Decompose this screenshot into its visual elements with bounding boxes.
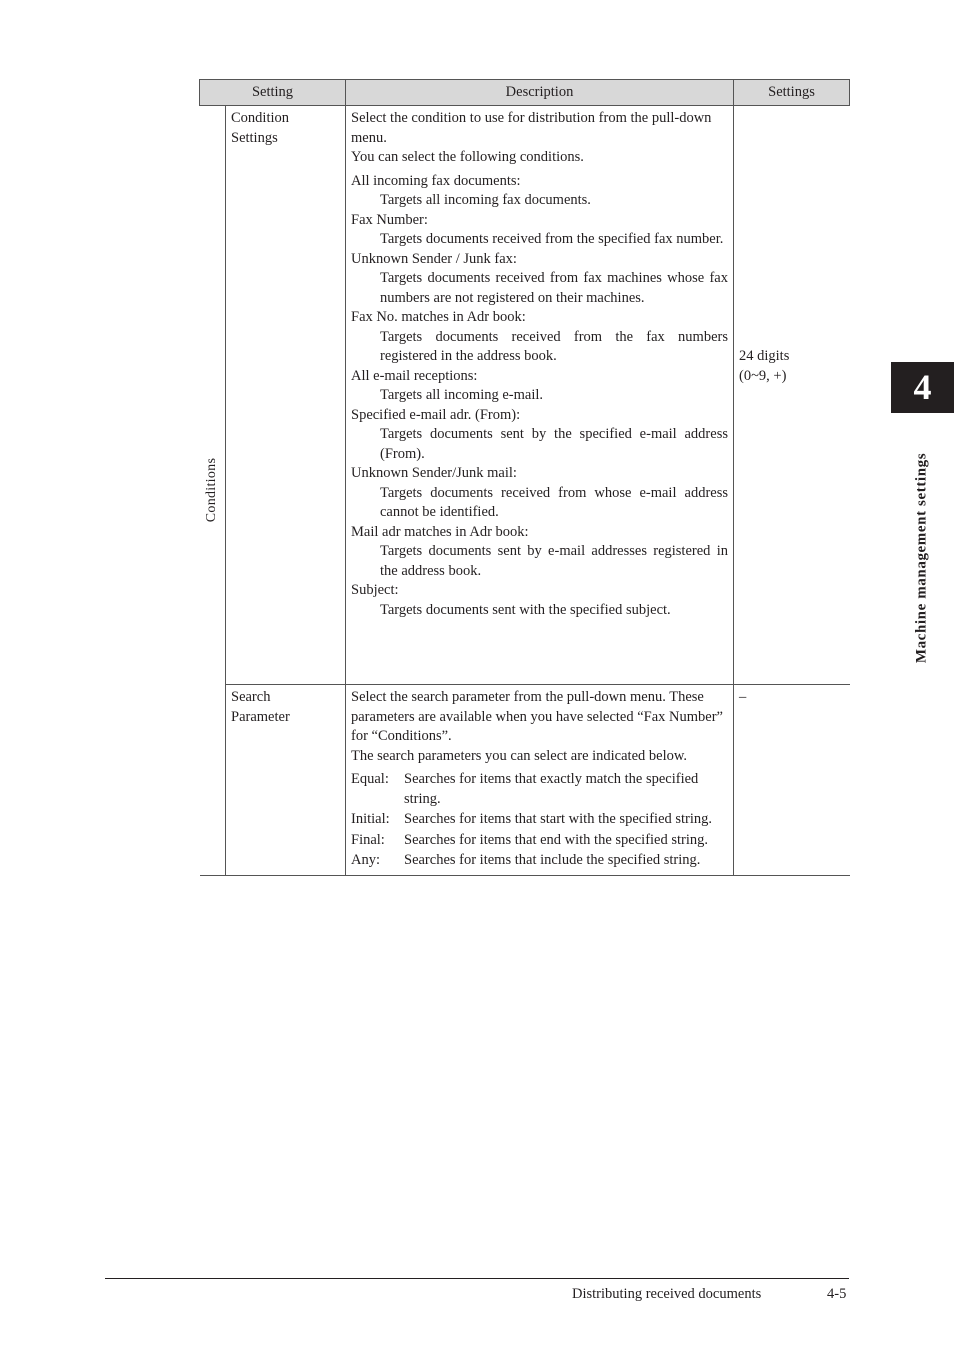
intro-line: You can select the following conditions. [351,149,584,165]
condition-term: All incoming fax documents: [351,172,521,189]
parameter-list [351,770,728,871]
footer-divider [105,1278,849,1279]
header-setting: Setting [200,80,346,106]
condition-description: Targets documents received from the specified fax number. [380,231,724,247]
condition-description: Targets documents sent with the specified subject. [380,601,671,618]
description-cell [346,685,734,876]
condition-item [351,464,728,523]
intro-line: Select the search parameter from the pull-down menu. These parameters are available when you have selected “Fax Number” for “Conditions”. [351,689,723,744]
condition-description: Targets documents sent by the specified e-mail address (From). [380,426,728,462]
parameter-name: Initial: [351,811,390,827]
conditions-group-label: Conditions [204,458,220,523]
settings-value-cell [734,106,850,685]
intro-line: Select the condition to use for distribution from the pull-down menu. [351,110,712,146]
condition-item [351,211,728,250]
condition-term: Subject: [351,582,399,598]
parameter-name: Equal: [351,771,389,787]
description-cell [346,106,734,685]
condition-description: Targets documents received from fax machines whose fax numbers are not registered on their machines. [380,270,728,306]
condition-term: Mail adr matches in Adr book: [351,523,529,540]
setting-name: Condition Settings [231,110,290,146]
footer-page-number: 4-5 [827,1286,847,1302]
conditions-group-cell [200,106,226,876]
parameter-description: Searches for items that end with the specified string. [404,831,709,848]
chapter-tab: 4 [891,362,954,413]
table-row [200,685,850,876]
setting-cell [226,106,346,685]
condition-item [351,523,728,582]
condition-description: Targets documents received from whose e-mail address cannot be identified. [380,484,728,520]
condition-description: Targets documents sent by e-mail addresses registered in the address book. [380,543,728,579]
parameter-description: Searches for items that start with the specified string. [404,811,713,827]
parameter-item [351,831,728,851]
condition-description: Targets all incoming fax documents. [380,192,591,208]
setting-name: Search Parameter [231,689,290,725]
condition-item [351,308,728,367]
condition-term: Unknown Sender/Junk mail: [351,465,517,481]
parameter-item [351,851,728,871]
settings-value: 24 digits (0~9, +) [739,348,790,384]
intro-line: The search parameters you can select are indicated below. [351,747,688,764]
parameter-description: Searches for items that exactly match the specified string. [404,771,699,807]
settings-value-cell [734,685,850,876]
condition-item [351,581,728,620]
parameter-name: Final: [351,831,385,848]
condition-term: Fax Number: [351,211,428,228]
condition-description: Targets documents received from the fax numbers registered in the address book. [380,328,728,364]
parameter-item [351,810,728,830]
chapter-title: Machine management settings [913,452,930,664]
condition-item [351,406,728,465]
condition-term: Fax No. matches in Adr book: [351,309,526,325]
header-description: Description [346,80,734,106]
description-intro [351,109,728,168]
condition-item [351,367,728,406]
condition-term: Specified e-mail adr. (From): [351,406,521,423]
settings-value: – [739,689,747,705]
parameter-item [351,770,728,809]
condition-description: Targets all incoming e-mail. [380,387,544,403]
condition-term: Unknown Sender / Junk fax: [351,250,517,267]
condition-term: All e-mail receptions: [351,367,478,384]
parameter-description: Searches for items that include the specified string. [404,852,701,868]
header-settings: Settings [734,80,850,106]
footer-section-title: Distributing received documents [572,1286,762,1302]
settings-table [199,79,850,876]
table-row [200,106,850,685]
table-header-row [200,80,850,106]
condition-item [351,172,728,211]
description-intro [351,688,728,766]
setting-cell [226,685,346,876]
parameter-name: Any: [351,852,380,868]
condition-item [351,250,728,309]
